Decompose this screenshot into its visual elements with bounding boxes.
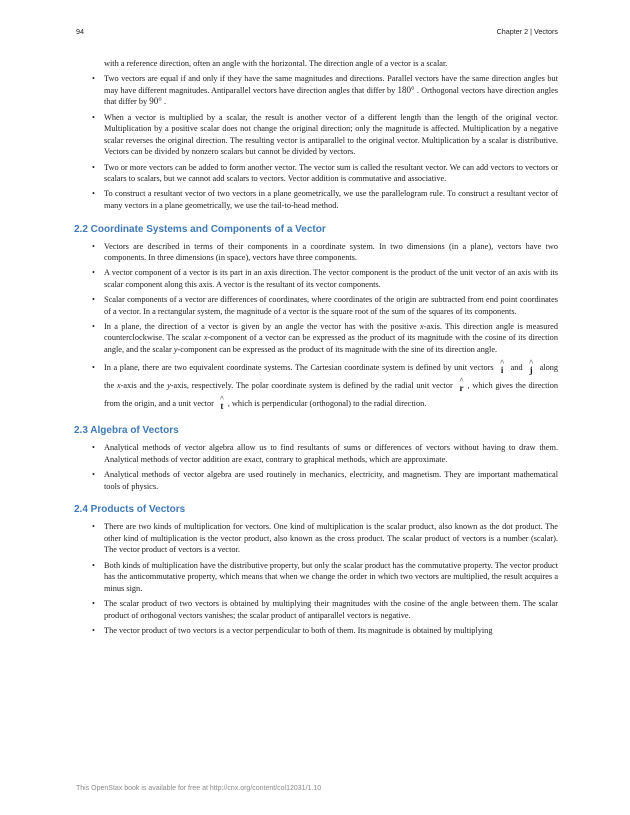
unit-vector-r: ^ r — [459, 376, 464, 394]
list-item: • Analytical methods of vector algebra allow us to find resultants of sums or differences of vectors without having to draw them. Analytical methods of vector addition are exact, contrary to graphical methods, which are approximate. — [92, 443, 558, 464]
unit-vector-j: ^ j — [529, 358, 533, 376]
list-item: • There are two kinds of multiplication for vectors. One kind of multiplication is the scalar product, also known as the dot product. The other kind of multiplication is the vector product, also known as the cross product. The scalar product of vectors is a number (scalar). The vector product of vectors is a vector. — [92, 522, 558, 555]
list-item: • A vector component of a vector is its part in an axis direction. The vector component is the product of the unit vector of an axis with its scalar component along this axis. A vector is the resultant of its vector components. — [92, 268, 558, 289]
chapter-title: Chapter 2 | Vectors — [496, 27, 558, 36]
bullet-icon: • — [92, 598, 95, 608]
list-item: • The scalar product of two vectors is obtained by multiplying their magnitudes with the cosine of the angle between them. The scalar product of orthogonal vectors vanishes; the scalar product of antiparallel vectors is negative. — [92, 598, 558, 620]
page-content — [74, 58, 558, 640]
list-item: • When a vector is multiplied by a scalar, the result is another vector of a different length than the length of the original vector. Multiplication by a positive scalar does not change the original direction; only the magnitude is affected. Multiplication by a negative scalar reverses the original direction. The resulting vector is antiparallel to the original vector. Multiplication by a scalar is distributive. Vectors can be divided by nonzero scalars but cannot be divided by vectors. — [92, 112, 558, 157]
list-item: • In a plane, there are two equivalent coordinate systems. The Cartesian coordinate system is defined by unit vectors ^ i and ^ j along the x-axis and the y-axis, respectively. The polar coordinate system is defined by the radial unit vector ^ r , which gives the direction from the origin, and a unit vector ^ t , which is perpendicular (orthogonal) to the radial direction. — [92, 358, 559, 412]
angle-value: 180° — [397, 84, 415, 95]
bullet-icon: • — [92, 522, 95, 532]
list-item: with a reference direction, often an angle with the horizontal. The direction angle of a vector is a scalar. — [104, 59, 448, 68]
list-item: • Scalar components of a vector are differences of coordinates, where coordinates of the origin are subtracted from end point coordinates of a vector. In a rectangular system, the magnitude of a vector is the square root of the sum of the squares of its components. — [92, 295, 558, 316]
bullet-icon: • — [92, 363, 95, 373]
bullet-icon: • — [92, 321, 95, 331]
bullet-icon: • — [92, 295, 95, 305]
section-23-list — [74, 442, 558, 492]
list-item: • Analytical methods of vector algebra are used routinely in mechanics, electricity, and magnetism. They are important mathematical tools of physics. — [92, 470, 558, 491]
section-heading: 2.3 Algebra of Vectors — [74, 425, 179, 437]
list-item: • Vectors are described in terms of their components in a coordinate system. In two dimensions (in a plane), vectors have two components. In three dimensions (in space), vectors have three components. — [92, 241, 558, 263]
section-24-list — [74, 521, 558, 636]
list-item: • Both kinds of multiplication have the distributive property, but only the scalar product has the commutative property. The vector product has the anticommutative property, which means that when we change the order in which two vectors are multiplied, the result acquires a minus sign. — [92, 560, 558, 593]
bullet-icon: • — [92, 74, 95, 84]
list-item: • Two vectors are equal if and only if they have the same magnitudes and directions. Parallel vectors have the same direction angles but may have different magnitudes. Antiparallel vectors have direction angles that differ by 180° . Orthogonal vectors have direction angles that differ by 90° . — [92, 74, 558, 107]
list-item: • To construct a resultant vector of two vectors in a plane geometrically, we use the parallelogram rule. To construct a resultant vector of many vectors in a plane geometrically, we use the tail-to-head method. — [92, 189, 558, 210]
bullet-icon: • — [92, 112, 95, 122]
section-heading: 2.2 Coordinate Systems and Components of a Vector — [74, 223, 326, 235]
section-22-list — [74, 241, 558, 414]
footer-note: This OpenStax book is available for free at http://cnx.org/content/col12031/1.10 — [76, 785, 322, 792]
bullet-icon: • — [92, 189, 95, 199]
bullet-icon: • — [92, 162, 95, 172]
unit-vector-t: ^ t — [219, 394, 224, 412]
intro-list — [74, 58, 558, 212]
list-item: • The vector product of two vectors is a vector perpendicular to both of them. Its magnitude is obtained by multiplying — [92, 625, 493, 635]
page-number: 94 — [76, 27, 84, 36]
bullet-icon: • — [92, 241, 95, 251]
angle-value: 90° — [149, 96, 162, 107]
bullet-icon: • — [92, 470, 95, 479]
list-item: • Two or more vectors can be added to form another vector. The vector sum is called the resultant vector. We can add vectors to vectors or scalars to scalars, but we cannot add scalars to vectors. Vector addition is commutative and associative. — [92, 162, 558, 184]
section-heading: 2.4 Products of Vectors — [74, 504, 186, 516]
bullet-icon: • — [92, 560, 95, 570]
unit-vector-i: ^ i — [500, 358, 504, 376]
bullet-icon: • — [92, 443, 95, 453]
bullet-icon: • — [92, 268, 95, 278]
bullet-icon: • — [92, 625, 95, 635]
list-item: • In a plane, the direction of a vector is given by an angle the vector has with the positive x-axis. This direction angle is measured counterclockwise. The scalar x-component of a vector can be expressed as the product of its magnitude with the cosine of its direction angle, and the scalar y-component can be expressed as the product of its magnitude with the sine of its direction angle. — [92, 321, 558, 355]
